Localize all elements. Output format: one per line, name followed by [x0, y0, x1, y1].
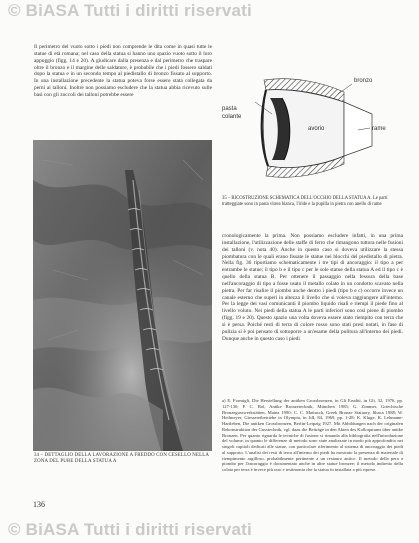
page-number: 136 [33, 500, 45, 509]
label-cavity: avorio [308, 126, 325, 132]
watermark-top: © BiASA Tutti i diritti riservati [8, 1, 252, 20]
right-column-text [222, 233, 403, 343]
label-casting: colante [222, 114, 242, 120]
label-bronze: bronzo [354, 78, 373, 84]
right-paragraph: cronologicamente la prima. Non possiamo escludere infatti, in una prima installazione, l'utilizzazione delle staffe di ferro che rimangono tuttora nelle fusioni dei talloni (v. nota 40). Anche in questo caso si doveva utilizzare la stessa piombatura con le quali erano fissate le statue nei blocchi del piedistallo di pietra. Nella fig. 36 riportiamo schematicamente i tre tipi di ancoraggio: il tipo a per entrambe le statue; il tipo b e il tipo c per le sole statue della statua A ed il tipo c è quello della statua B. Per ottenere il passaggio nella fessura della base nell'ancoraggio di tipo a fosse usato il metallo colato in un condotto scavato nella pietra. Per far risalire il piombo anche dentro i piedi (tipo b e c) occorre invece un canale esterno che superi in altezza il livello che si voleva raggiungere all'interno. Per la legge dei vasi comunicanti il piombo liquido risalì e riempì il piede fino al livello voluto. Nei piedi della statua A le parti inferiori sono così piene di piombo (figg. 19 e 20). Questo spazio una volta doveva essere stato riempito con terra che si è persa. Poiché resti di terra di colore rosso sono stati presi notati, in fase di pulizia si è poi pensato di sottoporre a un'esame della pulitura all'interno dei piedi. Dunque anche in questo caso i piedi [222, 233, 403, 342]
diagram-caption: 35 – RICOSTRUZIONE SCHEMATICA DELL'OCCHIO DELLA STATUA A. Le parti tratteggiate sono in pasta vitrea bianca, l'iride e la pupilla in pietra con anello di rame [222, 196, 388, 207]
label-copper: rame [372, 126, 386, 132]
bronze-detail-photo [33, 140, 212, 451]
footnote-text: a) E. Formigli, Die Herstellung der antiken Grossbronzen, in Gli Eruditi, in Gli, 32, 1976, pp. 127-130; P. C. Bol, Antike Bronzetechnik, München 1985; G. Zimmer, Griechische Bronzegusswerkstätten, Mainz 1990; C. C. Mattusch, Greek Bronze Statuary, Ithaca 1988; W. Heilmeyer, Giessereibetriebe in Olympia, in JdI, 84, 1969, pp. 1-28; K. Kluge, K. Lehmann-Hartleben, Die antiken Grossbronzen, Berlin-Leipzig 1927. Mit Abbildungen nach der originalen Rekonstruktion der Gusstechnik, vgl. dazu die Beiträge in den Akten des Kolloquiums über antike Bronzen. Per quanto riguarda le tecniche di fusione si rimanda alla bibliografia nell'introduzione del volume, in quanto le differenze di metodo sono state analizzate in modo più approfondito nei singoli capitoli dedicati alle statue, con particolare riferimento al sistema di ancoraggio dei piedi al supporto. L'analisi dei resti di terra all'interno dei piedi ha mostrato la presenza di materiale di riempimento argilloso, probabilmente pertinente a un restauro antico. Il metodo della pera a piombo per l'ancoraggio è documentato anche in altre statue bronzee; il metodo indiretto della colata per terra è invece più raro e testimonia che la statua fu installata a più riprese. [222, 398, 403, 472]
eye-diagram-icon [222, 74, 400, 192]
eye-reconstruction-diagram [222, 74, 400, 192]
left-column-text [34, 44, 212, 99]
photo-image-icon [33, 140, 212, 451]
footnotes [222, 398, 403, 473]
left-paragraph: Il perimetro del vuoto sotto i piedi non comprende le dita come in quasi tutte le statue di età romana; nel caso della statua si hanno uno spazio vuoto sotto il loro appoggio (figg. 14 e 20). A giudicare dalla presenza e dal perimetro che traspare oltre il bronzo e il margine delle saldature, è probabile che i piedi fossero saldati dopo la statua e in un secondo tempo al piedistallo di bronzo fissato al supporto. In una installazione precedente la statua poteva forse essere stata collegata da perni ai talloni. Inoltre non possiamo escludere che la statua abbia ricevuto sulle basi con gli zoccoli dei talloni potrebbe essere [34, 44, 212, 98]
photo-caption: 34 – DETTAGLIO DELLA LAVORAZIONE A FREDDO CON CESELLO NELLA ZONA DEL PUBE DELLA STATUA A [34, 453, 209, 464]
watermark-bottom: © BiASA Tutti i diritti riservati [8, 520, 252, 539]
label-paste: pasta [222, 106, 237, 112]
